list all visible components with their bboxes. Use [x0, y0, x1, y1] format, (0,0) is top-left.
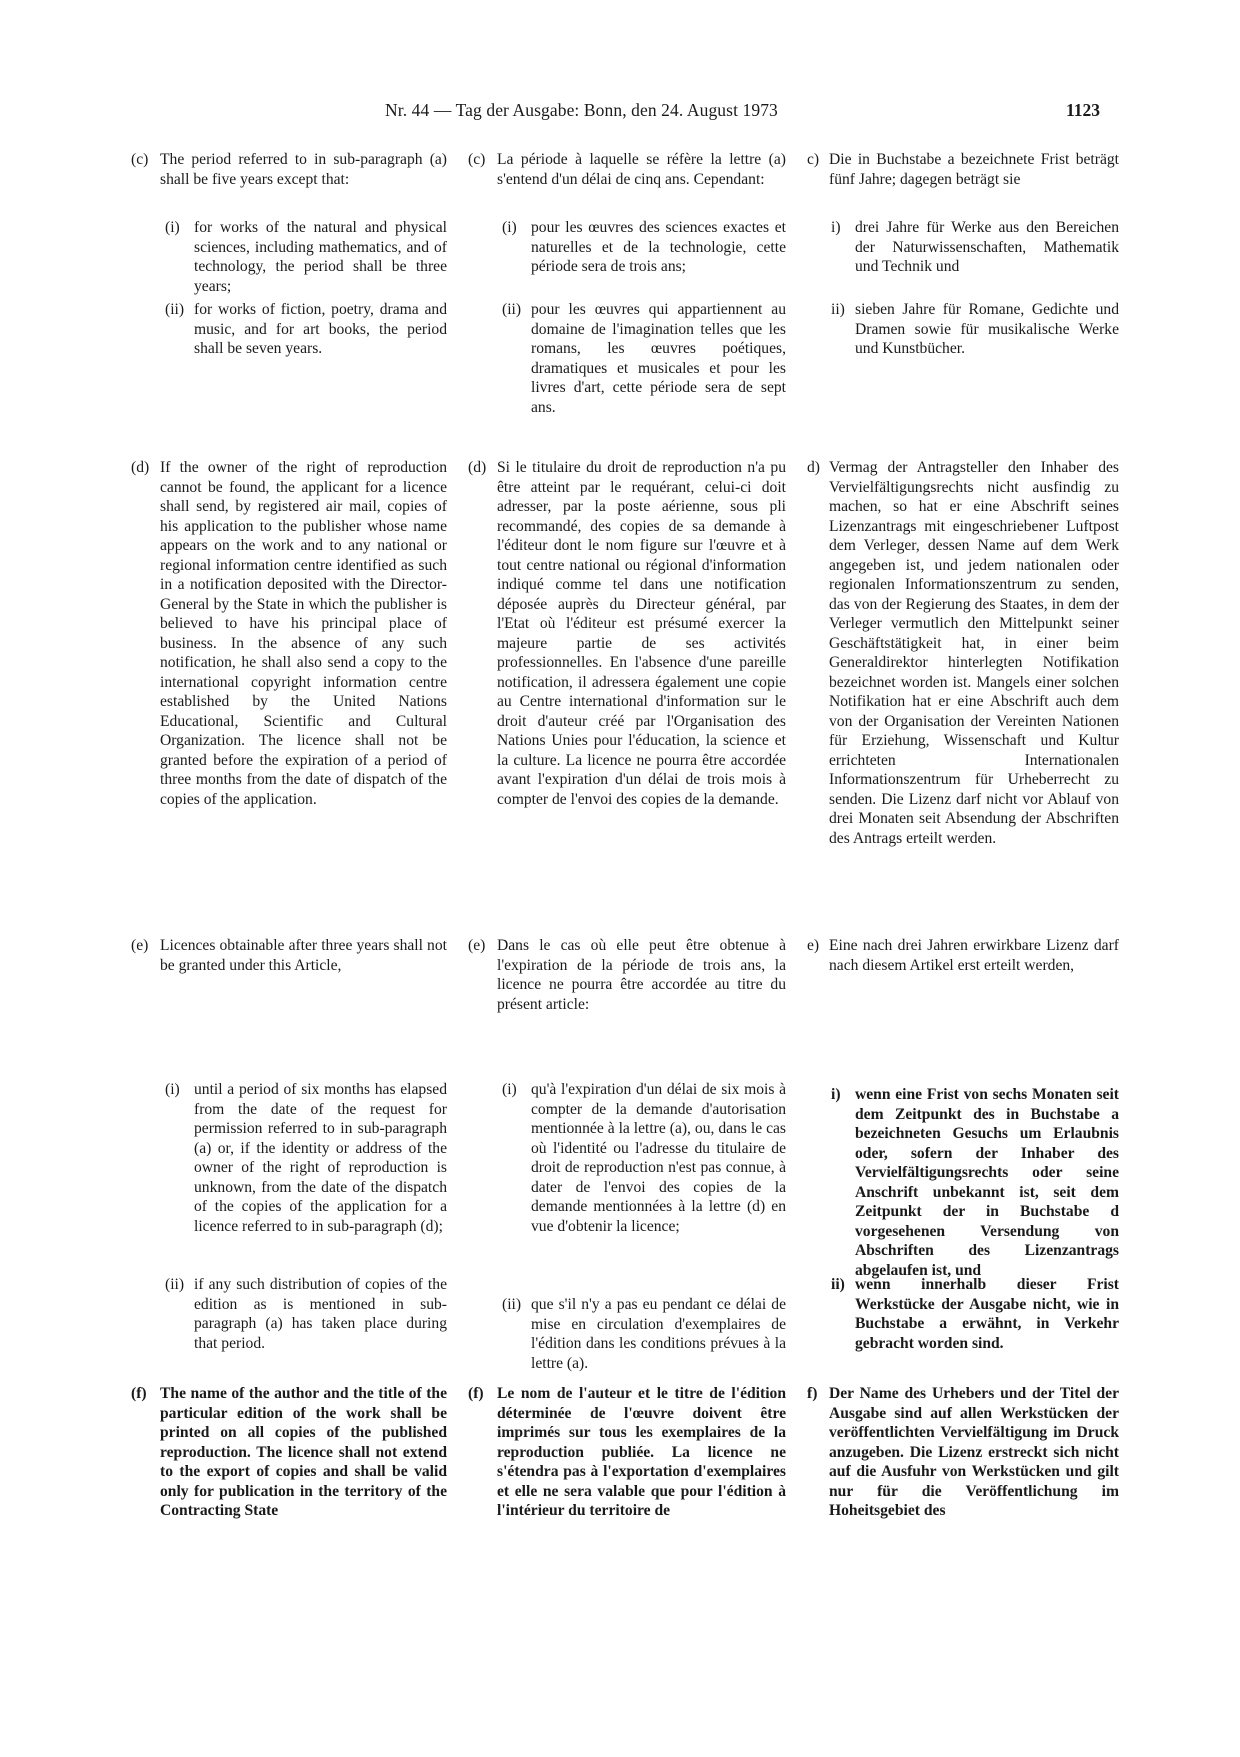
paragraph-marker: f): [807, 1385, 818, 1402]
subparagraph-text: until a period of six months has elapsed from the date of the request for permission referred to in sub-paragraph (a) or, if the identity or address of the owner of the right of reproduction is unknown, from the date of the dispatch of the copies of the application for a licence referred to in sub-paragraph (d);: [194, 1081, 447, 1235]
paragraph-e-german: [807, 936, 1119, 975]
paragraph-d-german: [807, 458, 1119, 848]
paragraph-marker: (c): [468, 151, 486, 168]
subparagraph-marker: (i): [502, 219, 517, 236]
paragraph-c-english: [131, 150, 447, 189]
paragraph-text: Licences obtainable after three years shall not be granted under this Article,: [160, 937, 447, 974]
subparagraph-c-i-english: [165, 218, 447, 296]
subparagraph-e-ii-english: [165, 1275, 447, 1353]
subparagraph-text: pour les œuvres qui appartiennent au domaine de l'imagination telles que les romans, les œuvres poétiques, dramatiques et musicales et pour les livres d'art, cette période sera de sept ans.: [531, 301, 786, 416]
paragraph-f-english: [131, 1384, 447, 1521]
paragraph-text: Le nom de l'auteur et le titre de l'édition déterminée de l'œuvre doivent être imprimés sur tous les exemplaires de la reproduction publiée. La licence ne s'étendra pas à l'exportation d'exemplaires et elle ne sera valable que pour l'édition à l'intérieur du territoire de: [497, 1385, 786, 1519]
paragraph-text: Si le titulaire du droit de reproduction n'a pu être atteint par le requérant, celui-ci doit adresser, par la poste aérienne, sous pli recommandé, des copies de sa demande à l'éditeur dont le nom figure sur l'œuvre et à tout centre national ou régional d'information indiqué comme tel dans une notification déposée auprès du Directeur général, par l'Etat où l'éditeur est présumé exercer la majeure partie de ses activités professionnelles. En l'absence d'une pareille notification, il adressera également une copie au Centre international d'information sur le droit d'auteur créé par l'Organisation des Nations Unies pour l'éducation, la science et la culture. La licence ne pourra être accordée avant l'expiration d'un délai de trois mois à compter de l'envoi des copies de la demande.: [497, 459, 786, 808]
subparagraph-marker: (ii): [165, 301, 185, 318]
subparagraph-marker: (i): [165, 219, 180, 236]
paragraph-text: Dans le cas où elle peut être obtenue à l'expiration de la période de trois ans, la licence ne pourra être accordée au titre du présent article:: [497, 937, 786, 1013]
subparagraph-marker: (ii): [165, 1276, 185, 1293]
subparagraph-text: qu'à l'expiration d'un délai de six mois à compter de la demande d'autorisation mentionnée à la lettre (a), ou, dans le cas où l'identité ou l'adresse du titulaire de droit de reproduction n'est pas connue, à dater de l'envoi des copies de la demande mentionnées à la lettre (d) en vue d'obtenir la licence;: [531, 1081, 786, 1235]
paragraph-text: If the owner of the right of reproduction cannot be found, the applicant for a licence shall send, by registered air mail, copies of his application to the publisher whose name appears on the work and to any national or regional information centre identified as such in a notification deposited with the Director-General by the State in which the publisher is believed to have his principal place of business. In the absence of any such notification, he shall also send a copy to the international copyright information centre established by the United Nations Educational, Scientific and Cultural Organization. The licence shall not be granted before the expiration of a period of three months from the date of dispatch of the copies of the application.: [160, 459, 447, 808]
subparagraph-c-i-german: [831, 218, 1119, 277]
paragraph-text: The name of the author and the title of the particular edition of the work shall be printed on all copies of the published reproduction. The licence shall not extend to the export of copies and shall be valid only for publication in the territory of the Contracting State: [160, 1385, 447, 1519]
subparagraph-c-ii-german: [831, 300, 1119, 359]
subparagraph-marker: i): [831, 219, 841, 236]
paragraph-f-german: [807, 1384, 1119, 1521]
paragraph-text: Vermag der Antragsteller den Inhaber des Vervielfältigungsrechts nicht ausfindig zu machen, so hat er eine Abschrift seines Lizenzantrags mit eingeschriebener Luftpost dem Verleger, dessen Name auf dem Werk angegeben ist, und jedem nationalen oder regionalen Informationszentrum zu senden, das von der Regierung des Staates, in dem der Verleger vermutlich den Mittelpunkt seiner Geschäftstätigkeit hat, in einer beim Generaldirektor hinterlegten Notifikation bezeichnet worden ist. Mangels einer solchen Notifikation hat er eine Abschrift auch dem von der Organisation der Vereinten Nationen für Erziehung, Wissenschaft und Kultur errichteten Internationalen Informationszentrum für Urheberrecht zu senden. Die Lizenz darf nicht vor Ablauf von drei Monaten seit Absendung der Abschriften des Antrags erteilt werden.: [829, 459, 1119, 847]
subparagraph-marker: (ii): [502, 1296, 522, 1313]
subparagraph-text: if any such distribution of copies of the edition as is mentioned in sub-paragraph (a) has taken place during that period.: [194, 1276, 447, 1352]
subparagraph-e-i-french: [502, 1080, 786, 1236]
subparagraph-text: pour les œuvres des sciences exactes et naturelles et de la technologie, cette période sera de trois ans;: [531, 219, 786, 275]
paragraph-f-french: [468, 1384, 786, 1521]
subparagraph-c-ii-french: [502, 300, 786, 417]
subparagraph-e-ii-french: [502, 1295, 786, 1373]
paragraph-d-english: [131, 458, 447, 809]
subparagraph-marker: (i): [502, 1081, 517, 1098]
paragraph-c-french: [468, 150, 786, 189]
subparagraph-text: for works of fiction, poetry, drama and music, and for art books, the period shall be seven years.: [194, 301, 447, 357]
subparagraph-e-i-german: [831, 1085, 1119, 1280]
subparagraph-c-i-french: [502, 218, 786, 277]
paragraph-e-english: [131, 936, 447, 975]
subparagraph-text: wenn eine Frist von sechs Monaten seit dem Zeitpunkt des in Buchstabe a bezeichneten Gesuchs um Erlaubnis oder, sofern der Inhaber des Vervielfältigungsrechts oder seine Anschrift unbekannt ist, seit dem Zeitpunkt der in Buchstabe d vorgesehenen Versendung von Abschriften des Lizenzantrags abgelaufen ist, und: [855, 1086, 1119, 1279]
subparagraph-marker: i): [831, 1086, 841, 1103]
paragraph-text: The period referred to in sub-paragraph (a) shall be five years except that:: [160, 151, 447, 188]
subparagraph-text: drei Jahre für Werke aus den Bereichen der Naturwissenschaften, Mathematik und Technik und: [855, 219, 1119, 275]
paragraph-text: Eine nach drei Jahren erwirkbare Lizenz darf nach diesem Artikel erst erteilt werden,: [829, 937, 1119, 974]
paragraph-marker: (e): [468, 937, 486, 954]
paragraph-c-german: [807, 150, 1119, 189]
paragraph-marker: (c): [131, 151, 149, 168]
subparagraph-marker: (i): [165, 1081, 180, 1098]
paragraph-marker: (d): [468, 459, 487, 476]
subparagraph-text: for works of the natural and physical sciences, including mathematics, and of technology, the period shall be three years;: [194, 219, 447, 295]
subparagraph-text: que s'il n'y a pas eu pendant ce délai de mise en circulation d'exemplaires de l'édition dans les conditions prévues à la lettre (a).: [531, 1296, 786, 1372]
paragraph-e-french: [468, 936, 786, 1014]
subparagraph-c-ii-english: [165, 300, 447, 359]
subparagraph-text: wenn innerhalb dieser Frist Werkstücke der Ausgabe nicht, wie in Buchstabe a erwähnt, in Verkehr gebracht worden sind.: [855, 1276, 1119, 1352]
paragraph-marker: (f): [468, 1385, 484, 1402]
subparagraph-e-ii-german: [831, 1275, 1119, 1353]
paragraph-marker: (e): [131, 937, 149, 954]
paragraph-marker: (d): [131, 459, 150, 476]
paragraph-marker: d): [807, 459, 820, 476]
paragraph-marker: e): [807, 937, 820, 954]
subparagraph-marker: (ii): [502, 301, 522, 318]
paragraph-text: La période à laquelle se réfère la lettre (a) s'entend d'un délai de cinq ans. Cependant:: [497, 151, 786, 188]
paragraph-text: Der Name des Urhebers und der Titel der Ausgabe sind auf allen Werkstücken der veröffentlichten Vervielfältigung im Druck anzugeben. Die Lizenz erstreckt sich nicht auf die Ausfuhr von Werkstücken und gilt nur für die Veröffentlichung im Hoheitsgebiet des: [829, 1385, 1119, 1519]
paragraph-marker: (f): [131, 1385, 147, 1402]
page-header: [0, 100, 1240, 122]
subparagraph-text: sieben Jahre für Romane, Gedichte und Dramen sowie für musikalische Werke und Kunstbücher.: [855, 301, 1119, 357]
subparagraph-marker: ii): [831, 301, 845, 318]
page-number: 1123: [1066, 100, 1101, 120]
gazette-issue-title: Nr. 44 — Tag der Ausgabe: Bonn, den 24. August 1973: [385, 100, 778, 120]
paragraph-marker: c): [807, 151, 820, 168]
subparagraph-marker: ii): [831, 1276, 845, 1293]
paragraph-d-french: [468, 458, 786, 809]
subparagraph-e-i-english: [165, 1080, 447, 1236]
paragraph-text: Die in Buchstabe a bezeichnete Frist beträgt fünf Jahre; dagegen beträgt sie: [829, 151, 1119, 188]
